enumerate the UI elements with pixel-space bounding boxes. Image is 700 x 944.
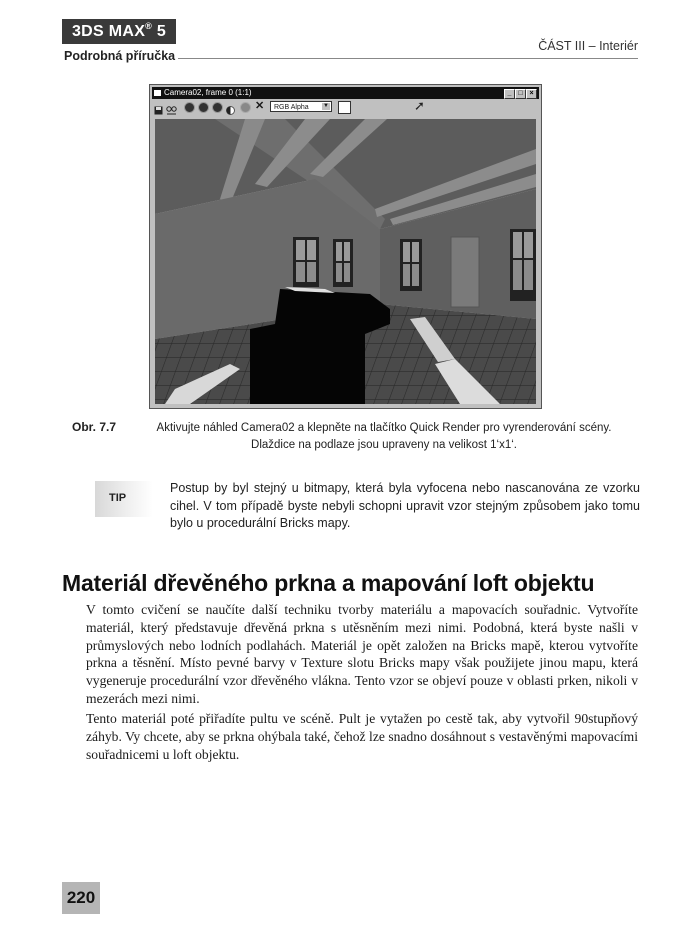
book-subtitle: Podrobná příručka [64, 49, 176, 63]
channel-select[interactable] [270, 101, 332, 112]
channel-select-value: RGB Alpha [274, 104, 309, 111]
save-icon[interactable] [154, 102, 163, 111]
book-title-badge [62, 19, 176, 44]
chevron-down-icon: ▼ [323, 103, 329, 109]
body-paragraph: V tomto cvičení se naučíte další techniku tvorby materiálu a mapovacích souřadnic. Vytvoříte materiál, který představuje dřevěná prkna s utěsněním mezi nimi. Podobná, která byste našli v průmyslových nebo lodních podlahách. Materiál je opět založen na Bricks mapě, kterou vytvoříte prkna a těsnění. Místo pevné barvy v Texture slotu Bricks mapy však použijete jinou mapu, která vygeneruje procedurální vzor dřevěného vlákna. Tento vzor se objeví pouze v oblasti prken, nikoli v mezerách mezi nimi. [86, 602, 638, 706]
tip-text: Postup by byl stejný u bitmapy, která byla vyfocena nebo nascanována ze vzorku cihel. V tom případě byste nebyli schopni upravit vzor stejným způsobem jako tomu bylo u procedurální Bricks mapy. [170, 481, 640, 530]
book-title: 3DS MAX [71, 23, 146, 40]
alpha-channel-icon[interactable] [226, 102, 235, 111]
app-icon [154, 90, 161, 96]
figure-caption-line1: Aktivujte náhled Camera02 a klepněte na tlačítko Quick Render pro vyrenderování scény. [156, 422, 612, 434]
section-heading: Materiál dřevěného prkna a mapování loft objektu [62, 570, 595, 596]
clone-icon[interactable] [166, 102, 175, 111]
render-window [149, 84, 542, 409]
rendered-scene-image [155, 119, 536, 404]
window-title-bar[interactable] [152, 87, 539, 99]
tip-label: TIP [109, 492, 127, 504]
registered-mark: ® [145, 21, 153, 31]
red-channel-icon[interactable] [184, 102, 195, 113]
mouse-cursor-icon: ➚ [414, 98, 425, 113]
chapter-title: ČÁST III – Interiér [538, 39, 638, 53]
figure-caption [129, 420, 639, 454]
blue-channel-icon[interactable] [212, 102, 223, 113]
render-toolbar [152, 100, 539, 115]
window-title: Camera02, frame 0 (1:1) [164, 88, 252, 97]
color-swatch[interactable] [338, 101, 351, 114]
clear-icon[interactable]: ✕ [255, 100, 265, 112]
book-version: 5 [152, 23, 167, 40]
page-number: 220 [62, 882, 100, 914]
figure-label: Obr. 7.7 [72, 420, 117, 434]
maximize-button[interactable]: □ [515, 89, 526, 99]
figure-caption-line2: Dlaždice na podlaze jsou upraveny na velikost 1‘x1‘. [251, 439, 517, 451]
close-button[interactable]: × [526, 89, 537, 99]
green-channel-icon[interactable] [198, 102, 209, 113]
monochrome-icon[interactable] [240, 102, 251, 113]
body-paragraph: Tento materiál poté přiřadíte pultu ve scéně. Pult je vytažen po cestě tak, aby vytvořil 90stupňový záhyb. Vy chcete, aby se prkna ohýbala také, čehož lze snadno dosáhnout s vestavěnými mapovacími souřadnicemi u loft objektu. [86, 711, 638, 762]
minimize-button[interactable]: _ [504, 89, 515, 99]
header-divider [178, 58, 638, 59]
